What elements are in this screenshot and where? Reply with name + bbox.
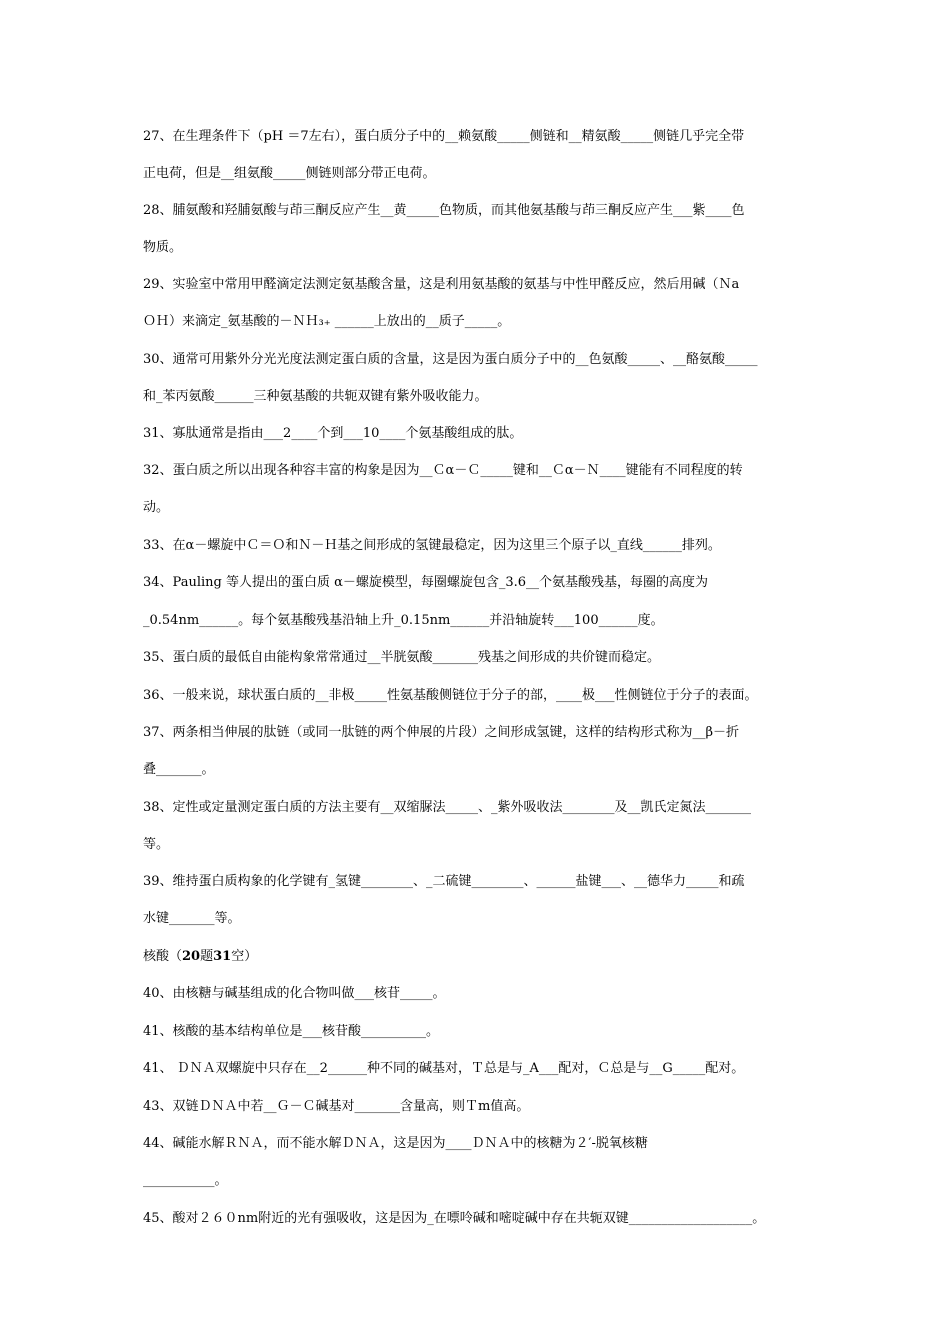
q35-line1: 35、蛋白质的最低自由能构象常常通过__半胱氨酸_______残基之间形成的共价键而稳定。 <box>143 650 661 665</box>
q30-line2: 和_苯丙氨酸______三种氨基酸的共轭双键有紫外吸收能力。 <box>143 389 488 404</box>
q29-line1: 29、实验室中常用甲醛滴定法测定氨基酸含量，这是利用氨基酸的氨基与中性甲醛反应，然后用碱（Ｎa <box>143 277 740 292</box>
q38-line1: 38、定性或定量测定蛋白质的方法主要有__双缩脲法_____、_紫外吸收法________及__凯氏定氮法_______ <box>143 800 752 815</box>
q30-line1: 30、通常可用紫外分光光度法测定蛋白质的含量，这是因为蛋白质分子中的__色氨酸_____、__酪氨酸_____ <box>143 352 758 367</box>
q28-line2: 物质。 <box>143 240 183 255</box>
q39-line2: 水键_______等。 <box>143 911 241 926</box>
q34-line2: _0.54nm______。每个氨基酸残基沿轴上升_0.15nm______并沿轴旋转___100______度。 <box>143 613 664 628</box>
section-title-mid: 题 <box>200 949 214 964</box>
q40-line1: 40、由核糖与碱基组成的化合物叫做___核苷_____。 <box>143 986 446 1001</box>
q27-line2: 正电荷，但是__组氨酸_____侧链则部分带正电荷。 <box>143 166 436 181</box>
q34-line1: 34、Pauling 等人提出的蛋白质 α－螺旋模型，每圈螺旋包含_3.6__个氨基酸残基，每圈的高度为 <box>143 575 709 590</box>
q41-line1: 41、核酸的基本结构单位是___核苷酸__________。 <box>143 1024 440 1039</box>
q37-line2: 叠_______。 <box>143 762 215 777</box>
q39-line1: 39、维持蛋白质构象的化学键有_氢键________、_二硫键________、______盐键___、__德华力_____和疏 <box>143 874 745 889</box>
section-title-post: 空） <box>231 949 258 964</box>
q45-line1: 45、酸对２６０nm附近的光有强吸收，这是因为_在嘌呤碱和嘧啶碱中存在共轭双键___________________。 <box>143 1211 766 1226</box>
section-title-nucleic-acid <box>143 947 813 967</box>
q36-line1: 36、一般来说，球状蛋白质的__非极_____性氨基酸侧链位于分子的部，____极___性侧链位于分子的表面。 <box>143 688 758 703</box>
section-count-questions: 20 <box>182 949 201 964</box>
section-title-pre: 核酸（ <box>143 949 183 964</box>
q44-line2: ___________。 <box>143 1173 228 1188</box>
q31-line1: 31、寡肽通常是指由___2____个到___10____个氨基酸组成的肽。 <box>143 426 523 441</box>
q27-line1: 27、在生理条件下（pH ＝7左右），蛋白质分子中的__赖氨酸_____侧链和__精氨酸_____侧链几乎完全带 <box>143 129 745 144</box>
q37-line1: 37、两条相当伸展的肽链（或同一肽链的两个伸展的片段）之间形成氢键，这样的结构形式称为__β－折 <box>143 725 740 740</box>
q32-line1: 32、蛋白质之所以出现各种容丰富的构象是因为__Ｃα－Ｃ_____键和__Ｃα－Ｎ____键能有不同程度的转 <box>143 463 743 478</box>
q33-line1: 33、在α－螺旋中Ｃ＝Ｏ和Ｎ－Ｈ基之间形成的氢键最稳定，因为这里三个原子以_直线______排列。 <box>143 538 721 553</box>
q43-line1: 43、双链ＤＮＡ中若__Ｇ－Ｃ碱基对_______含量高，则Ｔm值高。 <box>143 1099 530 1114</box>
q44-line1: 44、碱能水解ＲＮＡ，而不能水解ＤＮＡ，这是因为____ＤＮＡ中的核糖为２′-脱氧核糖 <box>143 1136 648 1151</box>
q28-line1: 28、脯氨酸和羟脯氨酸与茚三酮反应产生__黄_____色物质，而其他氨基酸与茚三酮反应产生___紫____色 <box>143 203 745 218</box>
q42-line1: 41、 ＤＮＡ双螺旋中只存在__2______种不同的碱基对，Ｔ总是与_A___配对，Ｃ总是与__G_____配对。 <box>143 1061 745 1076</box>
q29-line2: ＯＨ）来滴定_氨基酸的－ＮＨ₃₊ ______上放出的__质子_____。 <box>143 314 511 329</box>
q38-line2: 等。 <box>143 837 170 852</box>
section-count-blanks: 31 <box>213 949 232 964</box>
q32-line2: 动。 <box>143 500 170 515</box>
